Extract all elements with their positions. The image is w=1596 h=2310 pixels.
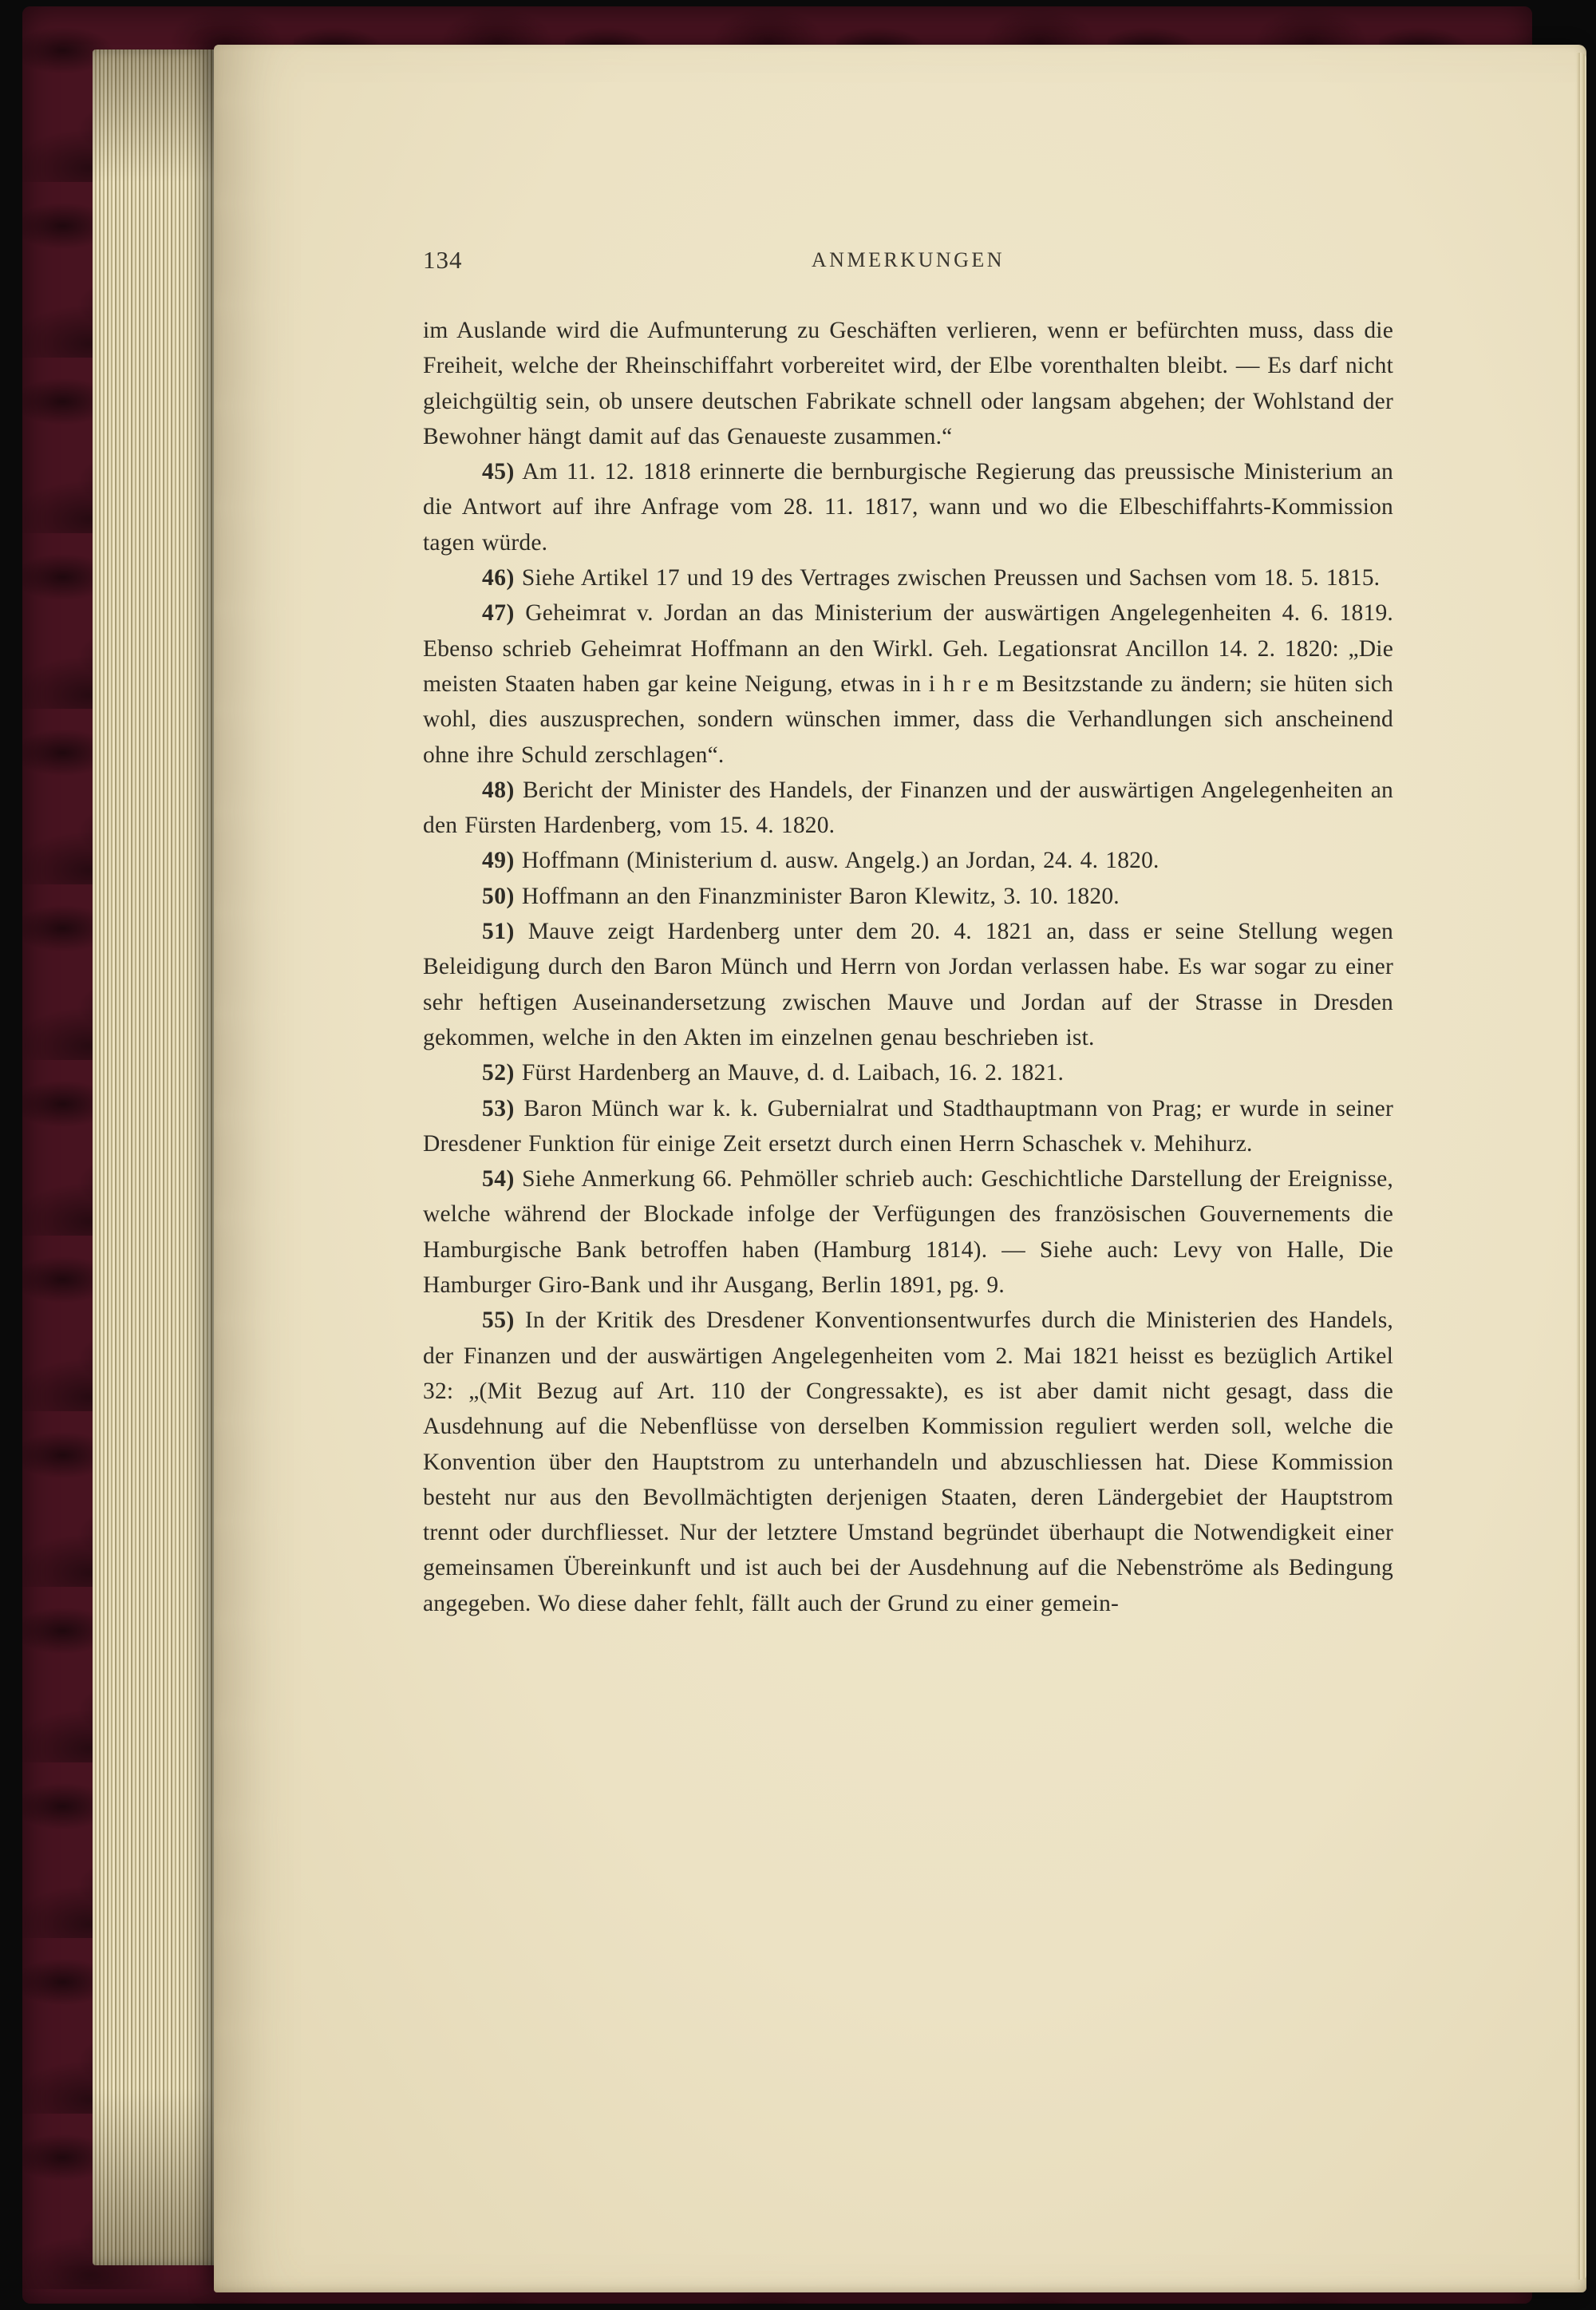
running-header: ANMERKUNGEN bbox=[811, 248, 1005, 271]
note-45 bbox=[423, 454, 1393, 560]
note-number: 49) bbox=[482, 848, 515, 874]
note-text: Hoffmann an den Finanzminister Baron Klewitz, 3. 10. 1820. bbox=[514, 883, 1120, 909]
note-51 bbox=[423, 914, 1393, 1055]
page-header bbox=[423, 246, 1393, 286]
note-46 bbox=[423, 560, 1393, 595]
note-text: Fürst Hardenberg an Mauve, d. d. Laibach, 16. 2. 1821. bbox=[514, 1060, 1065, 1086]
page-number: 134 bbox=[423, 246, 463, 274]
note-48 bbox=[423, 773, 1393, 844]
note-number: 53) bbox=[482, 1095, 515, 1121]
right-page-edge bbox=[1577, 53, 1586, 2280]
note-number: 47) bbox=[482, 600, 515, 627]
note-50 bbox=[423, 879, 1393, 914]
note-number: 48) bbox=[482, 777, 515, 803]
note-47 bbox=[423, 595, 1393, 772]
note-text: Mauve zeigt Hardenberg unter dem 20. 4. 1821 an, dass er seine Stellung wegen Beleidigung durch den Baron Münch und Herrn von Jordan verlassen habe. Es war sogar zu einer sehr heftigen Auseinandersetzung zwischen Mauve und Jordan auf der Strasse in Dresden gekommen, welche in den Akten im einzelnen genau beschrieben ist. bbox=[423, 919, 1393, 1050]
note-text: Baron Münch war k. k. Gubernialrat und Stadthauptmann von Prag; er wurde in seiner Dresdener Funktion für einige Zeit ersetzt durch einen Herrn Schaschek v. Mehihurz. bbox=[423, 1095, 1393, 1157]
note-text: Siehe Artikel 17 und 19 des Vertrages zwischen Preussen und Sachsen vom 18. 5. 1815. bbox=[514, 565, 1381, 591]
note-text: Hoffmann (Ministerium d. ausw. Angelg.) an Jordan, 24. 4. 1820. bbox=[514, 848, 1159, 874]
note-number: 50) bbox=[482, 883, 515, 909]
note-number: 46) bbox=[482, 565, 515, 591]
note-text: Geheimrat v. Jordan an das Ministerium der auswärtigen Angelegenheiten 4. 6. 1819. Ebenso schrieb Geheimrat Hoffmann an den Wirkl. Geh. Legationsrat Ancillon 14. 2. 1820: „Die meisten Staaten haben gar keine Neigung, etwas in i h r e m Besitzstande zu ändern; sie hüten sich wohl, dies auszusprechen, sondern wünschen immer, dass die Verhandlungen sich anscheinend ohne ihre Schuld zerschlagen“. bbox=[423, 600, 1393, 768]
book-page bbox=[214, 45, 1586, 2292]
text-block bbox=[423, 313, 1393, 1621]
note-49 bbox=[423, 843, 1393, 878]
note-number: 54) bbox=[482, 1166, 515, 1193]
paragraph-continuation: im Auslande wird die Aufmunterung zu Geschäften verlieren, wenn er befürchten muss, dass die Freiheit, welche der Rheinschiffahrt vorbereitet wird, der Elbe vorenthalten bleibt. — Es darf nicht gleichgültig sein, ob unsere deutschen Fabrikate schnell oder langsam abgehen; der Wohlstand der Bewohner hängt damit auf das Genaueste zusammen.“ bbox=[423, 318, 1393, 449]
note-text: Bericht der Minister des Handels, der Finanzen und der auswärtigen Angelegenheiten an den Fürsten Hardenberg, vom 15. 4. 1820. bbox=[423, 777, 1393, 839]
note-number: 55) bbox=[482, 1307, 515, 1334]
note-text: Am 11. 12. 1818 erinnerte die bernburgische Regierung das preussische Ministerium an die Antwort auf ihre Anfrage vom 28. 11. 1817, wann und wo die Elbeschiffahrts-Kommission tagen würde. bbox=[423, 459, 1393, 556]
note-53 bbox=[423, 1091, 1393, 1162]
note-54 bbox=[423, 1161, 1393, 1303]
note-text: Siehe Anmerkung 66. Pehmöller schrieb auch: Geschichtliche Darstellung der Ereignisse, welche während der Blockade infolge der Verfügungen des französischen Gouvernements die Hamburgische Bank betroffen haben (Hamburg 1814). — Siehe auch: Levy von Halle, Die Hamburger Giro-Bank und ihr Ausgang, Berlin 1891, pg. 9. bbox=[423, 1166, 1393, 1299]
note-number: 51) bbox=[482, 919, 515, 945]
print-area bbox=[423, 246, 1393, 1621]
note-number: 45) bbox=[482, 459, 515, 485]
note-55 bbox=[423, 1303, 1393, 1621]
note-52 bbox=[423, 1055, 1393, 1090]
note-number: 52) bbox=[482, 1060, 515, 1086]
note-text: In der Kritik des Dresdener Konventionsentwurfes durch die Ministerien des Handels, der Finanzen und der auswärtigen Angelegenheiten vom 2. Mai 1821 heisst es bezüglich Artikel 32: „(Mit Bezug auf Art. 110 der Congressakte), es ist aber damit nicht gesagt, dass die Ausdehnung auf die Nebenflüsse von derselben Kommission reguliert werden soll, welche die Konvention über den Hauptstrom zu unterhandeln und abzuschliessen hat. Diese Kommission besteht nur aus den Bevollmächtigten derjenigen Staaten, deren Ländergebiet der Hauptstrom trennt oder durchfliesset. Nur der letztere Umstand begründet überhaupt die Notwendigkeit einer gemeinsamen Übereinkunft und ist auch bei der Ausdehnung auf die Nebenströme als Bedingung angegeben. Wo diese daher fehlt, fällt auch der Grund zu einer gemein- bbox=[423, 1307, 1393, 1616]
fanned-page-edges bbox=[93, 49, 228, 2265]
